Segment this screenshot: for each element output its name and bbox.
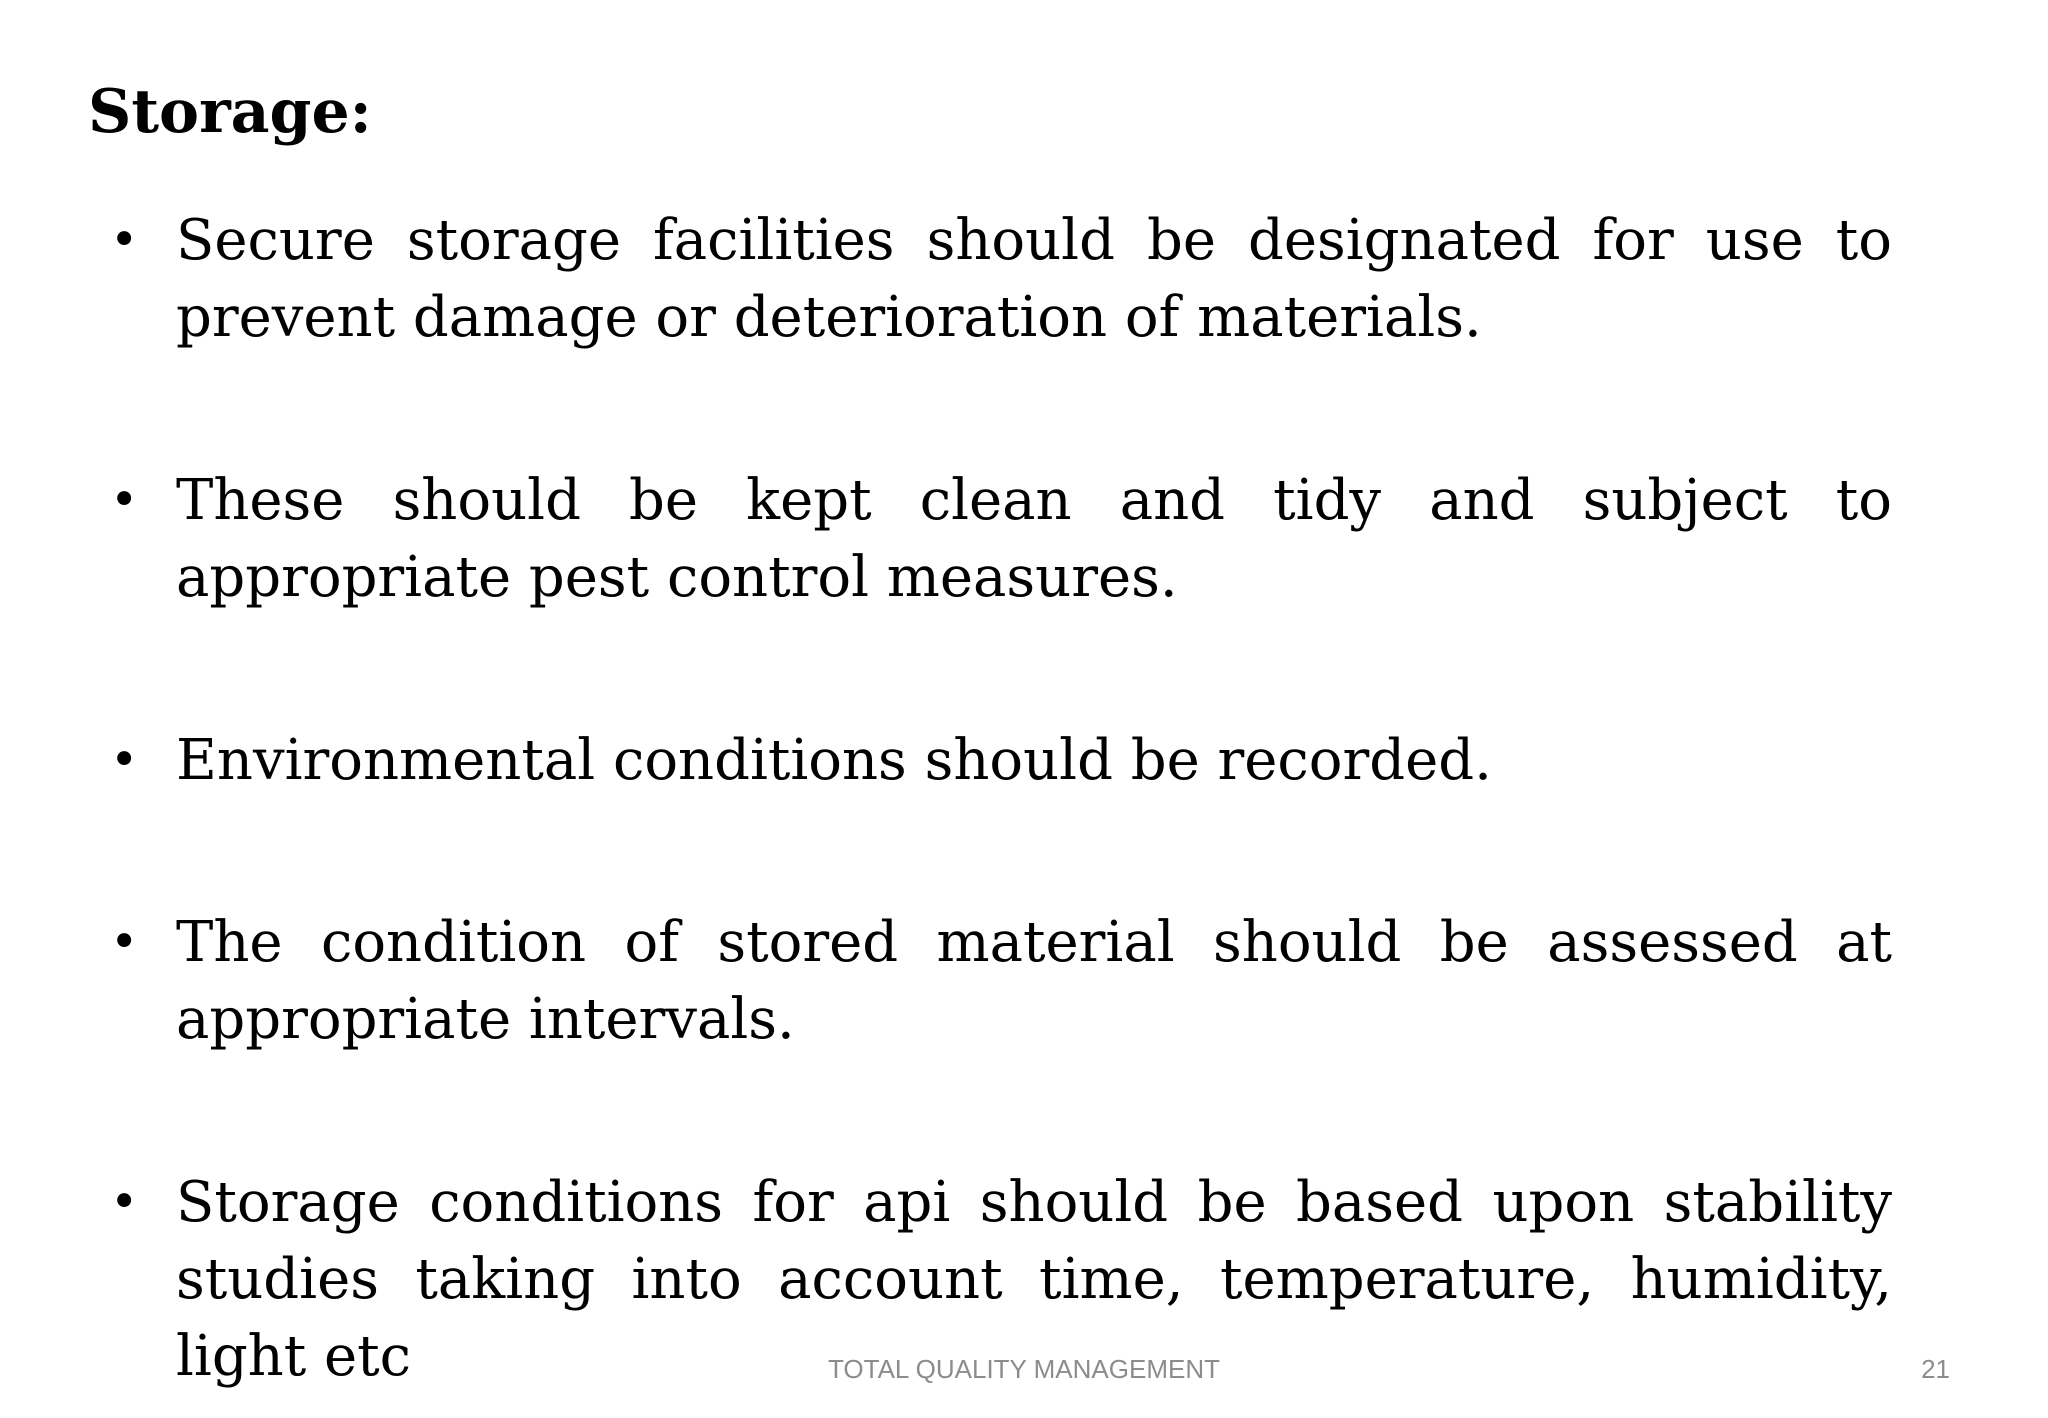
bullet-dot-icon: •	[110, 212, 139, 268]
slide-title: Storage:	[88, 77, 372, 147]
bullet-item	[110, 904, 1892, 1058]
bullet-dot-icon: •	[110, 1174, 139, 1230]
footer-title: TOTAL QUALITY MANAGEMENT	[828, 1354, 1220, 1384]
bullet-item	[110, 202, 1892, 356]
bullet-dot-icon: •	[110, 914, 139, 970]
page-number: 21	[1921, 1354, 1950, 1384]
bullet-text: Environmental conditions should be recorded.	[176, 728, 1492, 793]
bullet-item	[110, 722, 1892, 799]
bullet-dot-icon: •	[110, 472, 139, 528]
bullet-text: The condition of stored material should be assessed at appropriate intervals.	[176, 910, 1892, 1052]
bullet-text: Storage conditions for api should be based upon stability studies taking into account time, temperature, humidity, light etc	[176, 1170, 1892, 1389]
bullet-text: These should be kept clean and tidy and subject to appropriate pest control measures.	[176, 468, 1892, 610]
bullet-text: Secure storage facilities should be designated for use to prevent damage or deterioration of materials.	[176, 208, 1892, 350]
bullet-item	[110, 462, 1892, 616]
bullet-dot-icon: •	[110, 732, 139, 788]
